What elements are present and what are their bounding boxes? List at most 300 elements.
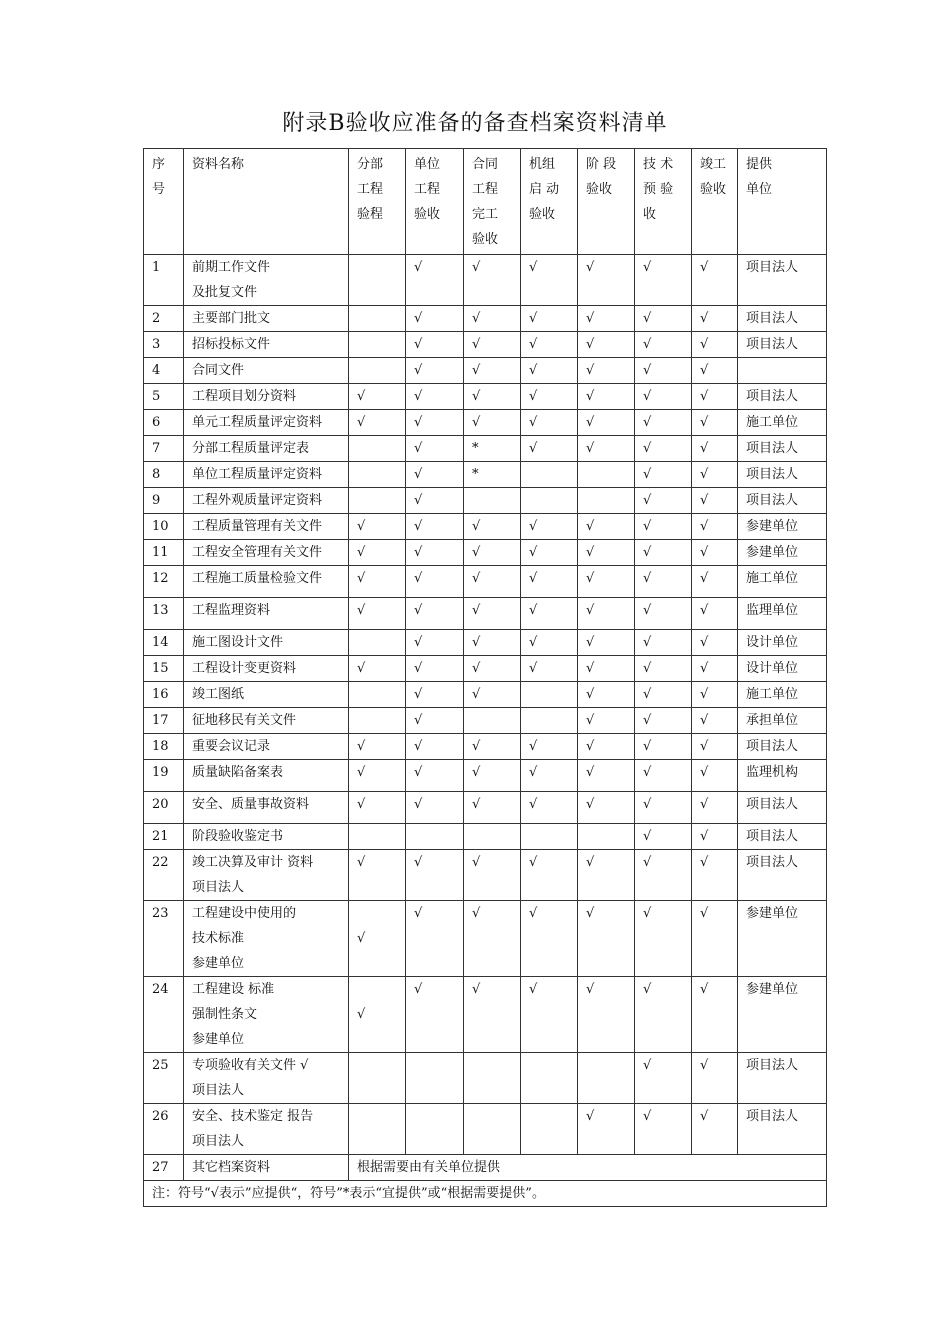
- acceptance-mark: √: [406, 566, 464, 598]
- providing-unit: 设计单位: [738, 656, 827, 682]
- acceptance-mark: [406, 1053, 464, 1104]
- document-name: 分部工程质量评定表: [184, 436, 349, 462]
- table-row: [144, 824, 827, 850]
- acceptance-mark: √: [578, 358, 635, 384]
- header-cell: 提供 单位: [738, 149, 827, 255]
- merged-provision-note: 根据需要由有关单位提供: [349, 1155, 827, 1181]
- acceptance-mark: √: [635, 540, 692, 566]
- acceptance-mark: √: [406, 682, 464, 708]
- acceptance-mark: √: [635, 358, 692, 384]
- providing-unit: 施工单位: [738, 410, 827, 436]
- acceptance-mark: √: [635, 824, 692, 850]
- acceptance-mark: √: [521, 656, 578, 682]
- acceptance-mark: [349, 306, 406, 332]
- acceptance-mark: √: [578, 1104, 635, 1155]
- row-number: 21: [144, 824, 184, 850]
- table-row: [144, 850, 827, 901]
- acceptance-mark: √: [692, 977, 738, 1053]
- providing-unit: 参建单位: [738, 977, 827, 1053]
- header-cell: 阶 段 验收: [578, 149, 635, 255]
- acceptance-mark: √: [521, 901, 578, 977]
- acceptance-mark: √: [406, 488, 464, 514]
- acceptance-mark: √: [406, 598, 464, 630]
- acceptance-mark: √: [464, 255, 521, 306]
- acceptance-mark: √: [635, 656, 692, 682]
- acceptance-mark: √: [578, 760, 635, 792]
- providing-unit: 项目法人: [738, 462, 827, 488]
- acceptance-mark: √: [578, 255, 635, 306]
- document-name: 工程施工质量检验文件: [184, 566, 349, 598]
- acceptance-mark: √: [406, 514, 464, 540]
- table-row: [144, 656, 827, 682]
- acceptance-mark: √: [464, 734, 521, 760]
- table-row: [144, 540, 827, 566]
- document-name: 招标投标文件: [184, 332, 349, 358]
- acceptance-mark: [521, 462, 578, 488]
- document-title: 附录B验收应准备的备查档案资料清单: [282, 111, 668, 136]
- note-row: [144, 1181, 827, 1207]
- row-number: 5: [144, 384, 184, 410]
- acceptance-mark: √: [406, 436, 464, 462]
- table-row: [144, 488, 827, 514]
- document-name: 质量缺陷备案表: [184, 760, 349, 792]
- providing-unit: 项目法人: [738, 436, 827, 462]
- acceptance-mark: √: [464, 410, 521, 436]
- acceptance-mark: √: [692, 462, 738, 488]
- header-cell: 分部 工程 验程: [349, 149, 406, 255]
- acceptance-mark: √: [635, 306, 692, 332]
- acceptance-mark: √: [692, 792, 738, 824]
- row-number: 24: [144, 977, 184, 1053]
- acceptance-mark: √: [635, 1104, 692, 1155]
- providing-unit: 施工单位: [738, 566, 827, 598]
- acceptance-mark: √: [349, 598, 406, 630]
- acceptance-mark: √: [578, 410, 635, 436]
- acceptance-mark: √: [521, 540, 578, 566]
- acceptance-mark: √: [635, 977, 692, 1053]
- providing-unit: 设计单位: [738, 630, 827, 656]
- acceptance-mark: √: [635, 598, 692, 630]
- acceptance-mark: √: [635, 901, 692, 977]
- document-name: 安全、技术鉴定 报告 项目法人: [184, 1104, 349, 1155]
- acceptance-mark: √: [406, 630, 464, 656]
- providing-unit: 项目法人: [738, 384, 827, 410]
- acceptance-mark: √: [521, 977, 578, 1053]
- row-number: 14: [144, 630, 184, 656]
- acceptance-mark: √: [578, 792, 635, 824]
- acceptance-mark: √: [635, 708, 692, 734]
- row-number: 26: [144, 1104, 184, 1155]
- acceptance-mark: √: [635, 792, 692, 824]
- table-row: [144, 598, 827, 630]
- providing-unit: 监理单位: [738, 598, 827, 630]
- providing-unit: 承担单位: [738, 708, 827, 734]
- row-number: 15: [144, 656, 184, 682]
- acceptance-mark: [349, 708, 406, 734]
- acceptance-mark: √: [578, 656, 635, 682]
- acceptance-mark: √: [521, 598, 578, 630]
- acceptance-mark: √: [578, 977, 635, 1053]
- providing-unit: [738, 358, 827, 384]
- acceptance-mark: [521, 682, 578, 708]
- acceptance-mark: √: [635, 462, 692, 488]
- acceptance-mark: √: [406, 760, 464, 792]
- acceptance-mark: √: [406, 850, 464, 901]
- document-name: 工程质量管理有关文件: [184, 514, 349, 540]
- acceptance-mark: √: [464, 760, 521, 792]
- document-name: 合同文件: [184, 358, 349, 384]
- table-row: [144, 358, 827, 384]
- acceptance-mark: [578, 488, 635, 514]
- providing-unit: 项目法人: [738, 1053, 827, 1104]
- providing-unit: 参建单位: [738, 514, 827, 540]
- table-row: [144, 384, 827, 410]
- acceptance-mark: √: [349, 850, 406, 901]
- row-number: 23: [144, 901, 184, 977]
- acceptance-mark: √: [692, 384, 738, 410]
- acceptance-mark: √: [406, 540, 464, 566]
- acceptance-mark: √: [578, 514, 635, 540]
- acceptance-mark: √: [464, 306, 521, 332]
- acceptance-mark: √: [521, 734, 578, 760]
- acceptance-mark: √: [635, 1053, 692, 1104]
- providing-unit: 参建单位: [738, 540, 827, 566]
- acceptance-mark: [464, 488, 521, 514]
- table-row: [144, 436, 827, 462]
- acceptance-mark: [464, 824, 521, 850]
- table-row: [144, 514, 827, 540]
- acceptance-mark: [349, 488, 406, 514]
- acceptance-mark: √: [692, 566, 738, 598]
- acceptance-mark: √: [635, 255, 692, 306]
- acceptance-mark: [578, 824, 635, 850]
- acceptance-mark: √: [692, 824, 738, 850]
- acceptance-mark: [349, 1053, 406, 1104]
- providing-unit: 参建单位: [738, 901, 827, 977]
- acceptance-mark: √: [635, 682, 692, 708]
- table-row: [144, 566, 827, 598]
- table-row: [144, 760, 827, 792]
- providing-unit: 项目法人: [738, 255, 827, 306]
- acceptance-mark: [406, 1104, 464, 1155]
- acceptance-mark: √: [406, 255, 464, 306]
- acceptance-mark: √: [692, 734, 738, 760]
- acceptance-mark: √: [578, 540, 635, 566]
- document-name: 主要部门批文: [184, 306, 349, 332]
- acceptance-mark: √: [349, 977, 406, 1053]
- row-number: 20: [144, 792, 184, 824]
- acceptance-mark: [521, 1104, 578, 1155]
- row-number: 8: [144, 462, 184, 488]
- acceptance-mark: √: [635, 488, 692, 514]
- document-name: 工程设计变更资料: [184, 656, 349, 682]
- table-row: [144, 306, 827, 332]
- acceptance-mark: √: [635, 332, 692, 358]
- acceptance-mark: √: [406, 734, 464, 760]
- acceptance-mark: √: [692, 514, 738, 540]
- acceptance-mark: [521, 488, 578, 514]
- document-name: 前期工作文件 及批复文件: [184, 255, 349, 306]
- document-name: 专项验收有关文件 √ 项目法人: [184, 1053, 349, 1104]
- row-number: 16: [144, 682, 184, 708]
- acceptance-mark: √: [464, 566, 521, 598]
- table-row: [144, 1053, 827, 1104]
- acceptance-mark: √: [578, 734, 635, 760]
- acceptance-mark: √: [406, 901, 464, 977]
- acceptance-mark: √: [578, 306, 635, 332]
- acceptance-mark: [521, 1053, 578, 1104]
- acceptance-mark: [349, 358, 406, 384]
- document-name: 其它档案资料: [184, 1155, 349, 1181]
- providing-unit: 项目法人: [738, 332, 827, 358]
- row-number: 1: [144, 255, 184, 306]
- row-number: 18: [144, 734, 184, 760]
- acceptance-mark: *: [464, 462, 521, 488]
- table-row: [144, 1104, 827, 1155]
- acceptance-mark: √: [349, 514, 406, 540]
- document-name: 工程安全管理有关文件: [184, 540, 349, 566]
- document-name: 工程监理资料: [184, 598, 349, 630]
- document-name: 阶段验收鉴定书: [184, 824, 349, 850]
- row-number: 7: [144, 436, 184, 462]
- providing-unit: 项目法人: [738, 792, 827, 824]
- header-cell: 资料名称: [184, 149, 349, 255]
- acceptance-mark: √: [578, 566, 635, 598]
- acceptance-mark: √: [521, 410, 578, 436]
- acceptance-mark: √: [692, 1053, 738, 1104]
- row-number: 11: [144, 540, 184, 566]
- acceptance-mark: √: [521, 332, 578, 358]
- acceptance-mark: √: [635, 410, 692, 436]
- acceptance-mark: √: [692, 1104, 738, 1155]
- document-name: 工程建设 标准 强制性条文 参建单位: [184, 977, 349, 1053]
- acceptance-mark: √: [464, 850, 521, 901]
- providing-unit: 项目法人: [738, 306, 827, 332]
- acceptance-mark: √: [521, 514, 578, 540]
- acceptance-mark: √: [349, 656, 406, 682]
- header-cell: 单位 工程 验收: [406, 149, 464, 255]
- acceptance-mark: √: [692, 682, 738, 708]
- document-name: 单位工程质量评定资料: [184, 462, 349, 488]
- acceptance-mark: [521, 708, 578, 734]
- acceptance-mark: √: [406, 708, 464, 734]
- row-number: 19: [144, 760, 184, 792]
- acceptance-mark: √: [692, 708, 738, 734]
- header-cell: 序 号: [144, 149, 184, 255]
- acceptance-mark: √: [635, 760, 692, 792]
- acceptance-mark: [578, 1053, 635, 1104]
- acceptance-mark: √: [635, 734, 692, 760]
- acceptance-mark: √: [692, 760, 738, 792]
- document-name: 工程外观质量评定资料: [184, 488, 349, 514]
- acceptance-mark: √: [692, 850, 738, 901]
- row-number: 13: [144, 598, 184, 630]
- row-number: 17: [144, 708, 184, 734]
- acceptance-mark: √: [406, 306, 464, 332]
- acceptance-mark: √: [349, 384, 406, 410]
- acceptance-mark: √: [464, 384, 521, 410]
- providing-unit: 施工单位: [738, 682, 827, 708]
- acceptance-mark: √: [578, 901, 635, 977]
- providing-unit: 项目法人: [738, 734, 827, 760]
- acceptance-mark: √: [406, 358, 464, 384]
- providing-unit: 项目法人: [738, 850, 827, 901]
- document-name: 竣工决算及审计 资料 项目法人: [184, 850, 349, 901]
- acceptance-mark: √: [464, 656, 521, 682]
- acceptance-mark: [349, 682, 406, 708]
- acceptance-mark: √: [578, 682, 635, 708]
- table-row: [144, 410, 827, 436]
- row-number: 3: [144, 332, 184, 358]
- acceptance-mark: √: [578, 850, 635, 901]
- acceptance-mark: √: [635, 566, 692, 598]
- acceptance-mark: √: [521, 384, 578, 410]
- acceptance-mark: √: [692, 540, 738, 566]
- table-row: [144, 332, 827, 358]
- document-name: 竣工图纸: [184, 682, 349, 708]
- acceptance-mark: [578, 462, 635, 488]
- acceptance-mark: √: [521, 306, 578, 332]
- acceptance-mark: √: [349, 734, 406, 760]
- acceptance-mark: √: [349, 760, 406, 792]
- acceptance-mark: √: [464, 682, 521, 708]
- table-row: [144, 734, 827, 760]
- acceptance-mark: √: [692, 630, 738, 656]
- acceptance-mark: √: [692, 255, 738, 306]
- header-cell: 技 术 预 验 收: [635, 149, 692, 255]
- acceptance-mark: [349, 824, 406, 850]
- acceptance-mark: *: [464, 436, 521, 462]
- acceptance-mark: √: [464, 514, 521, 540]
- table-row: [144, 1155, 827, 1181]
- providing-unit: 监理机构: [738, 760, 827, 792]
- row-number: 6: [144, 410, 184, 436]
- table-footnote: 注：符号“√表示”应提供“，符号”*表示“宜提供”或“根据需要提供”。: [144, 1181, 827, 1207]
- header-cell: 竣工 验收: [692, 149, 738, 255]
- providing-unit: 项目法人: [738, 824, 827, 850]
- document-name: 征地移民有关文件: [184, 708, 349, 734]
- acceptance-mark: √: [406, 462, 464, 488]
- row-number: 2: [144, 306, 184, 332]
- acceptance-mark: √: [464, 358, 521, 384]
- table-row: [144, 977, 827, 1053]
- acceptance-mark: √: [349, 901, 406, 977]
- acceptance-mark: √: [464, 901, 521, 977]
- document-name: 工程项目划分资料: [184, 384, 349, 410]
- acceptance-mark: [349, 436, 406, 462]
- acceptance-mark: √: [635, 850, 692, 901]
- acceptance-mark: √: [635, 514, 692, 540]
- acceptance-mark: √: [406, 977, 464, 1053]
- row-number: 9: [144, 488, 184, 514]
- acceptance-mark: √: [464, 630, 521, 656]
- acceptance-mark: √: [406, 410, 464, 436]
- acceptance-mark: √: [464, 792, 521, 824]
- providing-unit: 项目法人: [738, 1104, 827, 1155]
- acceptance-mark: √: [578, 436, 635, 462]
- acceptance-mark: √: [464, 977, 521, 1053]
- acceptance-mark: √: [692, 656, 738, 682]
- row-number: 25: [144, 1053, 184, 1104]
- acceptance-mark: √: [406, 384, 464, 410]
- acceptance-mark: √: [521, 358, 578, 384]
- acceptance-mark: √: [464, 598, 521, 630]
- row-number: 4: [144, 358, 184, 384]
- table-row: [144, 901, 827, 977]
- acceptance-mark: √: [521, 630, 578, 656]
- acceptance-mark: √: [521, 760, 578, 792]
- row-number: 10: [144, 514, 184, 540]
- acceptance-mark: √: [349, 566, 406, 598]
- acceptance-mark: √: [521, 566, 578, 598]
- acceptance-mark: [406, 824, 464, 850]
- acceptance-mark: √: [406, 332, 464, 358]
- acceptance-mark: [349, 630, 406, 656]
- document-name: 安全、质量事故资料: [184, 792, 349, 824]
- acceptance-mark: √: [692, 598, 738, 630]
- document-name: 工程建设中使用的 技术标准 参建单位: [184, 901, 349, 977]
- providing-unit: 项目法人: [738, 488, 827, 514]
- acceptance-mark: √: [578, 332, 635, 358]
- acceptance-mark: [349, 462, 406, 488]
- row-number: 12: [144, 566, 184, 598]
- acceptance-mark: √: [578, 630, 635, 656]
- acceptance-mark: √: [578, 384, 635, 410]
- acceptance-mark: √: [406, 656, 464, 682]
- acceptance-mark: √: [349, 792, 406, 824]
- table-row: [144, 462, 827, 488]
- acceptance-mark: √: [635, 384, 692, 410]
- acceptance-mark: [464, 1104, 521, 1155]
- document-name: 施工图设计文件: [184, 630, 349, 656]
- acceptance-mark: √: [349, 540, 406, 566]
- acceptance-mark: √: [406, 792, 464, 824]
- acceptance-mark: √: [578, 708, 635, 734]
- acceptance-mark: √: [635, 630, 692, 656]
- acceptance-mark: √: [521, 436, 578, 462]
- header-cell: 机组 启 动 验收: [521, 149, 578, 255]
- acceptance-mark: [349, 1104, 406, 1155]
- table-row: [144, 792, 827, 824]
- acceptance-mark: √: [521, 850, 578, 901]
- acceptance-mark: √: [692, 410, 738, 436]
- acceptance-mark: √: [349, 410, 406, 436]
- acceptance-mark: √: [464, 540, 521, 566]
- acceptance-mark: √: [692, 488, 738, 514]
- document-name: 单元工程质量评定资料: [184, 410, 349, 436]
- document-name: 重要会议记录: [184, 734, 349, 760]
- archive-checklist-table: [143, 148, 827, 1207]
- acceptance-mark: [464, 708, 521, 734]
- row-number: 27: [144, 1155, 184, 1181]
- acceptance-mark: [349, 255, 406, 306]
- acceptance-mark: [349, 332, 406, 358]
- acceptance-mark: √: [692, 332, 738, 358]
- acceptance-mark: √: [578, 598, 635, 630]
- table-row: [144, 682, 827, 708]
- row-number: 22: [144, 850, 184, 901]
- acceptance-mark: [521, 824, 578, 850]
- acceptance-mark: √: [521, 255, 578, 306]
- table-row: [144, 255, 827, 306]
- table-body: [144, 255, 827, 1207]
- acceptance-mark: [464, 1053, 521, 1104]
- acceptance-mark: √: [692, 901, 738, 977]
- acceptance-mark: √: [692, 306, 738, 332]
- acceptance-mark: √: [692, 436, 738, 462]
- acceptance-mark: √: [464, 332, 521, 358]
- header-row: [144, 149, 827, 255]
